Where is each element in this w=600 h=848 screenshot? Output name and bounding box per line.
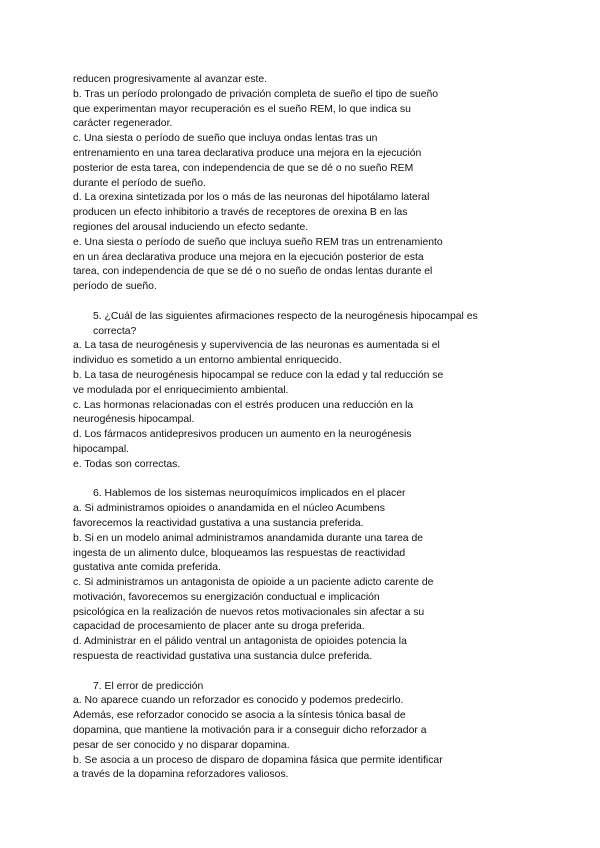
text-line: posterior de esta tarea, con independencia de que se dé o no sueño REM [73,162,414,174]
text-line: psicológica en la realización de nuevos retos motivacionales sin afectar a su [73,606,425,618]
text-line: favorecemos la reactividad gustativa a una sustancia preferida. [73,517,364,529]
question-5 [73,310,528,473]
text-line: tarea, con independencia de que se dé o no sueño de ondas lentas durante el [73,266,433,278]
text-line: b. Si en un modelo animal administramos anandamida durante una tarea de [73,532,424,544]
text-line: pesar de ser conocido y no disparar dopamina. [73,739,290,751]
text-line: a. No aparece cuando un reforzador es conocido y podemos predecirlo. [73,695,404,707]
text-line: ve modulada por el enriquecimiento ambiental. [73,384,289,396]
text-line: período de sueño. [73,281,157,293]
text-line: ingesta de un alimento dulce, bloqueamos las respuestas de reactividad [73,547,406,559]
text-line: durante el período de sueño. [73,177,206,189]
text-line: carácter regenerador. [73,118,173,130]
text-line: d. La orexina sintetizada por los o más de las neuronas del hipotálamo lateral [73,192,430,204]
question-title: 6. Hablemos de los sistemas neuroquímicos implicados en el placer [93,488,406,500]
text-line: neurogénesis hipocampal. [73,414,195,426]
text-line: b. Se asocia a un proceso de disparo de dopamina fásica que permite identificar [73,754,443,766]
text-line: c. Las hormonas relacionadas con el estrés producen una reducción en la [73,399,414,411]
text-line: que experimentan mayor recuperación es el sueño REM, lo que indica su [73,103,411,115]
text-line: a. La tasa de neurogénesis y supervivencia de las neuronas es aumentada si el [73,340,440,352]
question-title: 7. El error de predicción [93,680,204,692]
text-line: respuesta de reactividad gustativa una sustancia dulce preferida. [73,651,373,663]
question-6 [73,487,528,665]
text-line: en un área declarativa produce una mejora en la ejecución posterior de esta [73,251,424,263]
question-title: 5. ¿Cuál de las siguientes afirmaciones respecto de la neurogénesis hipocampal es [93,310,478,322]
text-line: e. Todas son correctas. [73,458,181,470]
text-line: entrenamiento en una tarea declarativa produce una mejora en la ejecución [73,147,422,159]
text-line: c. Si administramos un antagonista de opioide a un paciente adicto carente de [73,577,434,589]
text-line: reducen progresivamente al avanzar este. [73,74,268,85]
question-title-cont: correcta? [93,325,137,337]
text-line: individuo es sometido a un entorno ambiental enriquecido. [73,355,342,367]
question-7 [73,680,528,784]
text-line: a. Si administramos opioides o anandamida en el núcleo Acumbens [73,503,385,515]
text-line: a través de la dopamina reforzadores valiosos. [73,769,289,781]
text-line: Además, ese reforzador conocido se asocia a la síntesis tónica basal de [73,710,406,722]
text-line: producen un efecto inhibitorio a través de receptores de orexina B en las [73,207,408,219]
text-line: d. Administrar en el pálido ventral un antagonista de opioides potencia la [73,636,407,648]
text-line: dopamina, que mantiene la motivación para ir a conseguir dicho reforzador a [73,725,427,737]
text-line: c. Una siesta o período de sueño que incluya ondas lentas tras un [73,133,378,145]
text-line: capacidad de procesamiento de placer ante su droga preferida. [73,621,365,633]
text-line: hipocampal. [73,443,130,455]
intro-block [73,73,528,295]
text-line: e. Una siesta o período de sueño que incluya sueño REM tras un entrenamiento [73,236,443,248]
text-line: d. Los fármacos antidepresivos producen un aumento en la neurogénesis [73,429,412,441]
text-line: regiones del arousal induciendo un efecto sedante. [73,221,309,233]
text-line: b. La tasa de neurogénesis hipocampal se reduce con la edad y tal reducción se [73,369,444,381]
text-line: motivación, favorecemos su energización conductual e implicación [73,591,380,603]
text-line: gustativa ante comida preferida. [73,562,221,574]
text-line: b. Tras un período prolongado de privación completa de sueño el tipo de sueño [73,88,439,100]
document-body [73,73,528,783]
